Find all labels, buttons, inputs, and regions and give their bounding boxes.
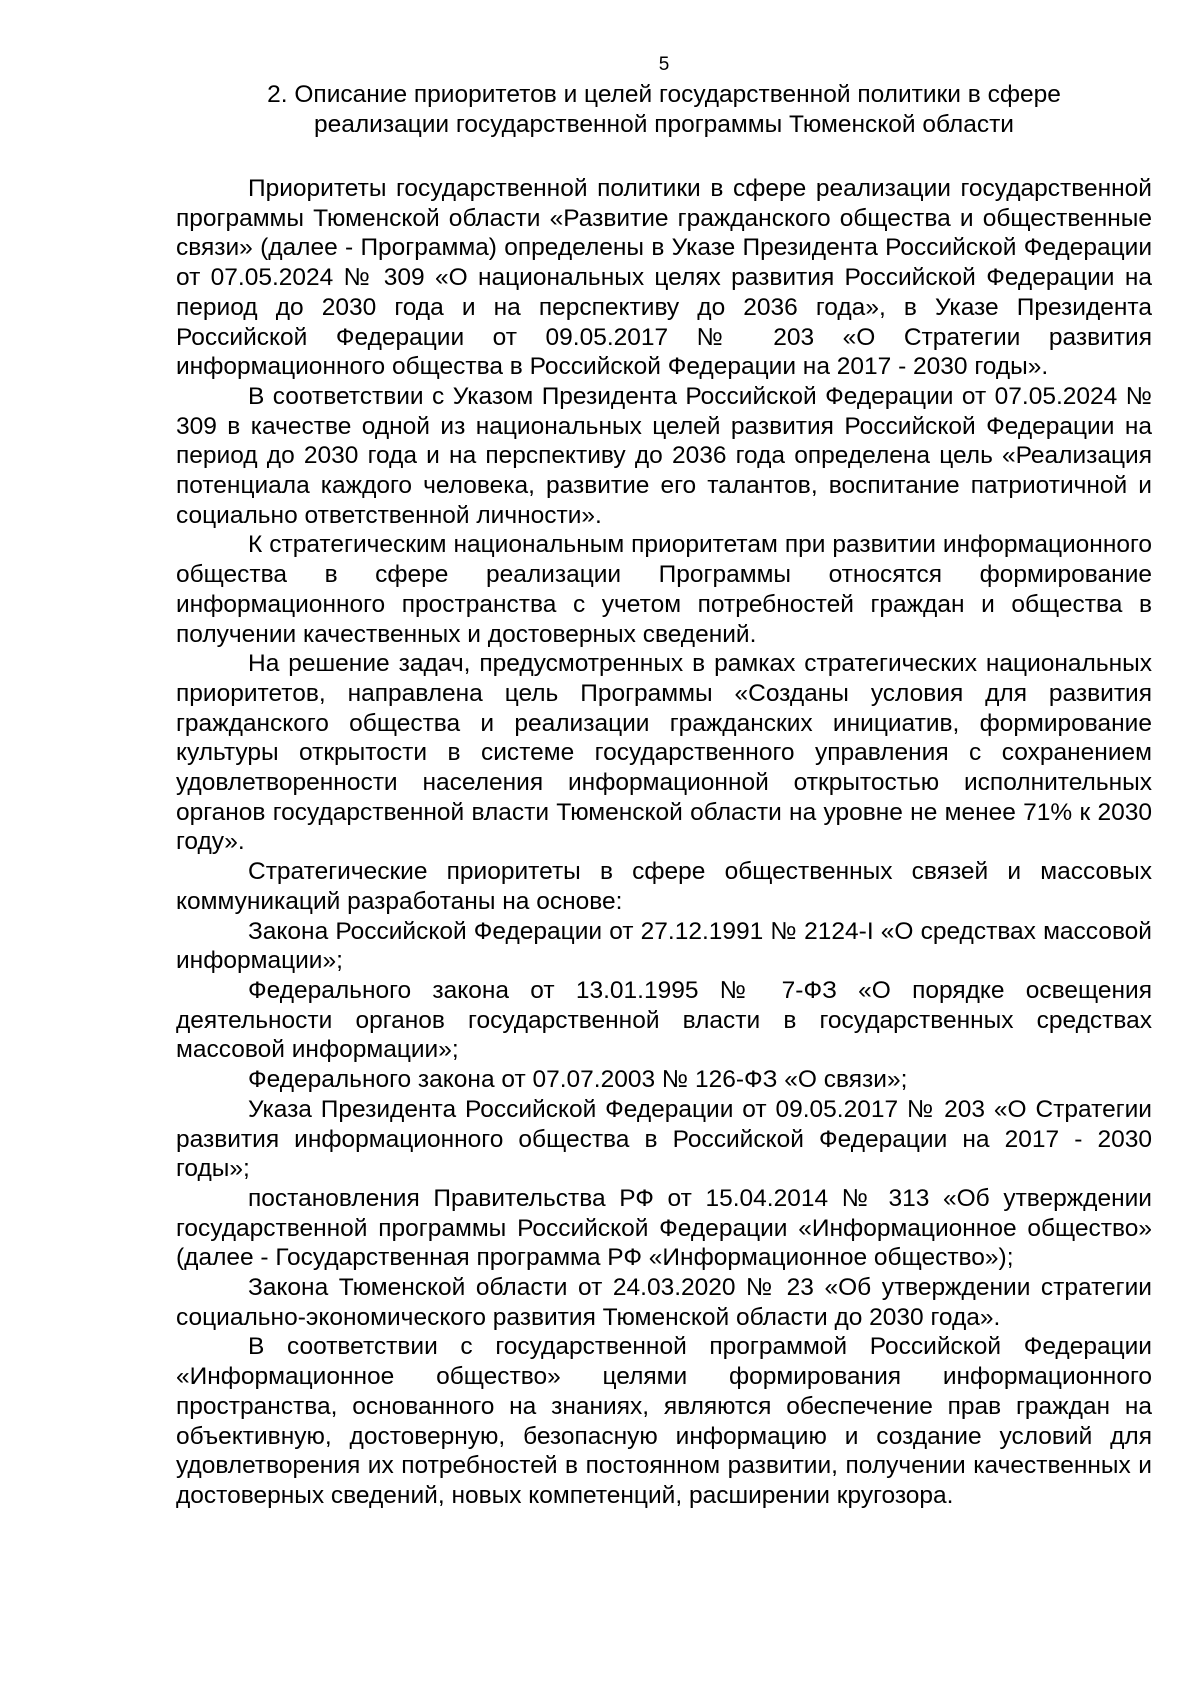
paragraph: На решение задач, предусмотренных в рамках стратегических национальных приоритетов, направлена цель Программы «Созданы условия для развития гражданского общества и реализации гражданских инициатив, формирование культуры открытости в системе государственного управления с сохранением удовлетворенности населения информационной открытостью исполнительных органов государственной власти Тюменской области на уровне не менее 71% к 2030 году». (176, 650, 1152, 856)
paragraph: Указа Президента Российской Федерации от 09.05.2017 № 203 «О Стратегии развития информационного общества в Российской Федерации на 2017 - 2030 годы»; (176, 1095, 1152, 1183)
paragraph: постановления Правительства РФ от 15.04.2014 № 313 «Об утверждении государственной программы Российской Федерации «Информационное общество» (далее - Государственная программа РФ «Информационное общество»); (176, 1184, 1152, 1272)
paragraph: Федерального закона от 13.01.1995 № 7-ФЗ «О порядке освещения деятельности органов государственной власти в государственных средствах массовой информации»; (176, 976, 1152, 1064)
paragraph: В соответствии с Указом Президента Российской Федерации от 07.05.2024 № 309 в качестве одной из национальных целей развития Российской Федерации на период до 2030 года и на перспективу до 2036 года определена цель «Реализация потенциала каждого человека, развитие его талантов, воспитание патриотичной и социально ответственной личности». (176, 382, 1152, 529)
paragraph: Стратегические приоритеты в сфере общественных связей и массовых коммуникаций разработаны на основе: (176, 858, 1152, 915)
paragraph: Федерального закона от 07.07.2003 № 126-ФЗ «О связи»; (248, 1066, 908, 1094)
paragraph: Закона Российской Федерации от 27.12.1991 № 2124-I «О средствах массовой информации»; (176, 917, 1152, 975)
section-heading-line-2: реализации государственной программы Тюменской области (314, 111, 1014, 138)
section-heading-line-1: 2. Описание приоритетов и целей государственной политики в сфере (267, 81, 1061, 108)
paragraph: К стратегическим национальным приоритетам при развитии информационного общества в сфере реализации Программы относятся формирование информационного пространства с учетом потребностей граждан и общества в получении качественных и достоверных сведений. (176, 531, 1152, 648)
paragraph: Приоритеты государственной политики в сфере реализации государственной программы Тюменской области «Развитие гражданского общества и общественные связи» (далее - Программа) определены в Указе Президента Российской Федерации от 07.05.2024 № 309 «О национальных целях развития Российской Федерации на период до 2030 года и на перспективу до 2036 года», в Указе Президента Российской Федерации от 09.05.2017 № 203 «О Стратегии развития информационного общества в Российской Федерации на 2017 - 2030 годы». (176, 175, 1152, 381)
paragraph: Закона Тюменской области от 24.03.2020 № 23 «Об утверждении стратегии социально-экономического развития Тюменской области до 2030 года». (176, 1274, 1152, 1331)
paragraph: В соответствии с государственной программой Российской Федерации «Информационное общество» целями формирования информационного пространства, основанного на знаниях, являются обеспечение прав граждан на объективную, достоверную, безопасную информацию и создание условий для удовлетворения их потребностей в постоянном развитии, получении качественных и достоверных сведений, новых компетенций, расширении кругозора. (176, 1333, 1152, 1509)
page-number: 5 (658, 54, 670, 75)
body-text (176, 174, 1152, 1511)
section-heading (176, 80, 1152, 140)
